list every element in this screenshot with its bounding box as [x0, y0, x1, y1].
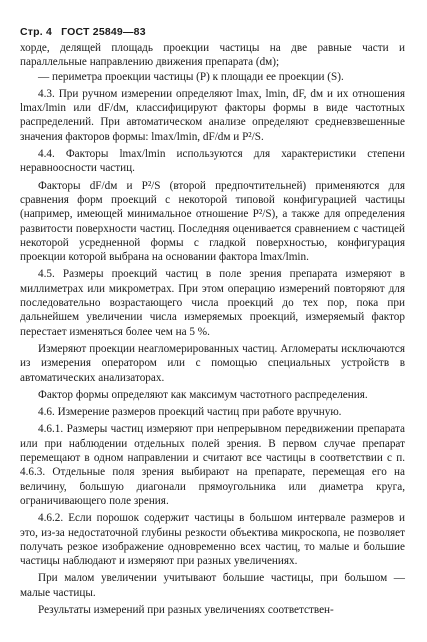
paragraph: 4.6. Измерение размеров проекций частиц при работе вручную. — [38, 406, 342, 419]
page-number: Стр. 4 — [20, 26, 53, 38]
paragraph: 4.4. Факторы lmax/lmin используются для характеристики степени неравноосности частиц. — [20, 148, 405, 175]
paragraph: 4.3. При ручном измерении определяют lmax, lmin, dF, dм и их отношения lmax/lmin или dF/dм, классифицируют факторы формы в виде частотных распределений. При автоматическом анализе определяют средневзвешенные значения факторов формы: lmax/lmin, dF/dм и P²/S. — [20, 87, 405, 143]
paragraph: — периметра проекции частицы (P) к площади ее проекции (S). — [38, 70, 344, 83]
standard-designation: ГОСТ 25849—83 — [61, 26, 146, 38]
paragraph: Результаты измерений при разных увеличениях соответствен- — [38, 603, 334, 616]
paragraph: Фактор формы определяют как максимум частотного распределения. — [38, 388, 368, 401]
paragraph: Факторы dF/dм и P²/S (второй предпочтительней) применяются для сравнения форм проекций с некоторой типовой конфигурацией частицы (например, имеющей минимальное отношение P²/S), а также для определения развитости поверхности частиц. Последняя оценивается сравнением с частицей некоторой усредненной формы с гладкой поверхностью, конфигурация проекции которой выбрана на основании фактора lmax/lmin. — [20, 179, 405, 264]
paragraph: 4.6.2. Если порошок содержит частицы в большом интервале размеров и это, из-за недостаточной глубины резкости объектива микроскопа, не позволяет получать резкое изображение одновременно всех частиц, то малые и большие частицы наблюдают и измеряют при разных увеличениях. — [20, 512, 405, 568]
page-header — [20, 26, 405, 38]
paragraph: 4.5. Размеры проекций частиц в поле зрения препарата измеряют в миллиметрах или микрометрах. При этом операцию измерений повторяют для последовательно возрастающего числа проекций до тех пор, пока при дальнейшем увеличении числа измеряемых проекций, измеряемый фактор перестает изменяться более чем на 5 %. — [20, 268, 405, 338]
paragraph: 4.6.1. Размеры частиц измеряют при непрерывном передвижении препарата или при наблюдении отдельных полей зрения. В первом случае препарат перемещают в одном направлении и считают все частицы в соответствии с п. 4.6.3. Отдельные поля зрения выбирают на препарате, перемещая его на величину, большую диагонали прямоугольника или диаметра круга, ограничивающего поле зрения. — [20, 423, 405, 507]
paragraph: Измеряют проекции неагломерированных частиц. Агломераты исключаются из измерения оператором или с помощью специальных устройств в автоматических анализаторах. — [20, 342, 405, 384]
paragraph: При малом увеличении учитывают большие частицы, при большом — малые частицы. — [20, 572, 405, 599]
body-text — [20, 41, 405, 617]
paragraph: хорде, делящей площадь проекции частицы на две равные части и параллельные направлению движения препарата (dм); — [20, 42, 405, 69]
